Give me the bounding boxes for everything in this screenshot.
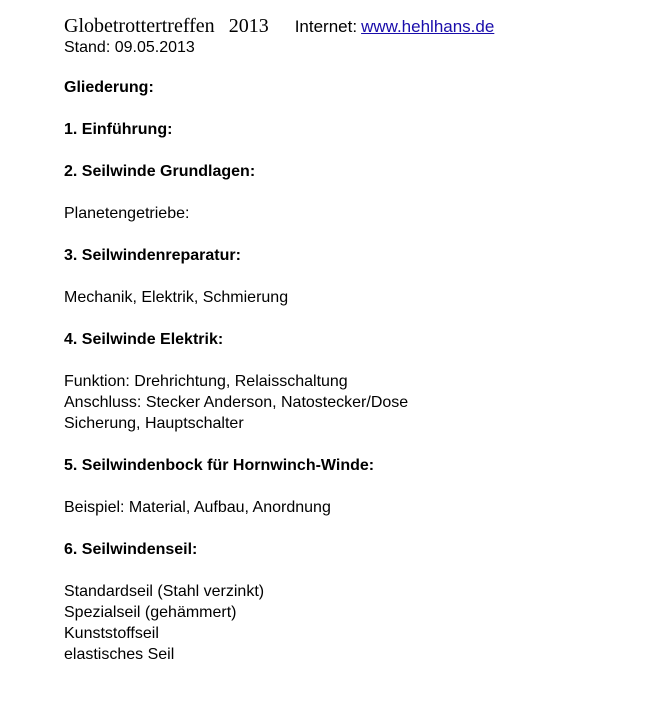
section-5-line: Beispiel: Material, Aufbau, Anordnung [64,499,331,516]
section-6-body [64,581,634,665]
section-6-line: Standardseil (Stahl verzinkt) [64,583,265,600]
section-4-title: 4. Seilwinde Elektrik: [64,331,224,348]
section-2-title: 2. Seilwinde Grundlagen: [64,163,256,180]
section-4-line: Sicherung, Hauptschalter [64,415,244,432]
section-6-line: Kunststoffseil [64,625,159,642]
section-5-body [64,497,634,518]
section-3-title: 3. Seilwindenreparatur: [64,247,241,264]
outline-heading: Gliederung: [64,79,154,96]
website-link[interactable]: www.hehlhans.de [361,17,495,36]
section-6-title: 6. Seilwindenseil: [64,541,198,558]
section-4-line: Funktion: Drehrichtung, Relaisschaltung [64,373,348,390]
section-5-title: 5. Seilwindenbock für Hornwinch-Winde: [64,457,375,474]
section-4-line: Anschluss: Stecker Anderson, Natostecker/Dose [64,394,409,411]
section-6-line: Spezialseil (gehämmert) [64,604,237,621]
document-year: 2013 [228,15,269,37]
section-6-line: elastisches Seil [64,646,175,663]
header-line [64,14,634,38]
section-4-body [64,371,634,434]
section-3-body [64,287,634,308]
section-1-title: 1. Einführung: [64,121,173,138]
stand-date: Stand: 09.05.2013 [64,39,195,56]
section-2-line: Planetengetriebe: [64,205,190,222]
section-2-body [64,203,634,224]
document-title: Globetrottertreffen [64,15,215,37]
internet-label: Internet: [294,17,358,36]
document-page [64,14,634,665]
section-3-line: Mechanik, Elektrik, Schmierung [64,289,289,306]
